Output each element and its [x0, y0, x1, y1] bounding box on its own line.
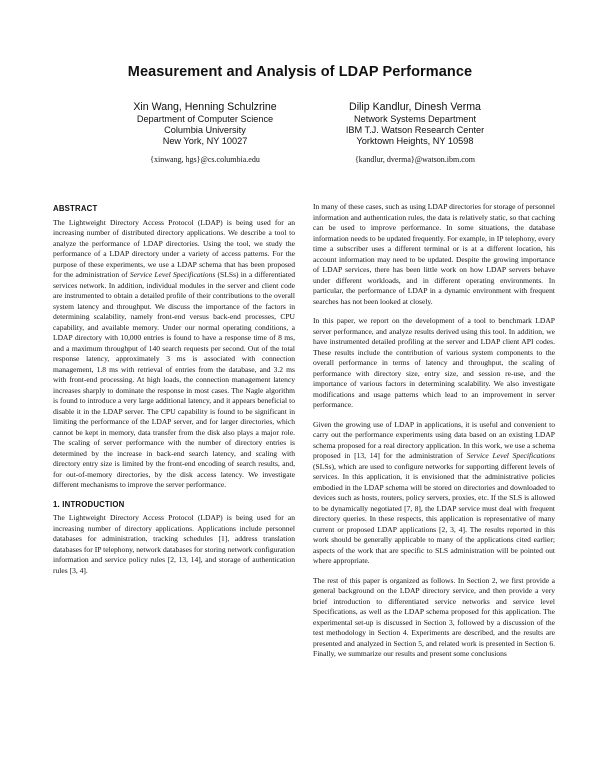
body-paragraph: In this paper, we report on the development of a tool to benchmark LDAP server performance, and analyze results derived using this tool. In addition, we have instrumented detailed profiling at the server and LDAP client API codes. These results include the contribution of various system components to the overall performance in terms of latency and throughput, the scaling of performance with directory size, entry size, and session re-use, and the importance of various factors in determining scalability. We also investigate modifications and usage patterns which lead to an improvement in server performance. [313, 316, 555, 409]
author-location: Yorktown Heights, NY 10598 [356, 136, 474, 146]
body-paragraph: The rest of this paper is organized as follows. In Section 2, we first provide a general background on the LDAP directory service, and then provide a very brief introduction to differentiated service networks and service level Specifications, as well as the LDAP schema proposed for this application. The experimental set-up is discussed in Section 3, followed by a discussion of the test methodology in Section 4. Experiments are described, and the results are presented and analyzed in Section 5, and related work is presented in Section 6. Finally, we summarize our results and present some conclusions [313, 575, 555, 658]
author-email: {xinwang, hgs}@cs.columbia.edu [150, 155, 260, 164]
author-organization: Columbia University [164, 125, 246, 135]
introduction-paragraph: The Lightweight Directory Access Protocol (LDAP) is being used for an increasing number of directory applications. Applications include personnel databases for administration, tracking schedules [1], address translation databases for IP telephony, network databases for storing network configuration information and service policy rules [2, 13, 14], and storage of authentication rules [3, 4]. [53, 513, 295, 575]
author-organization: IBM T.J. Watson Research Center [345, 125, 485, 135]
abstract-text-part: (SLSs) in a differentiated services network. In addition, individual modules in the server and client code are instrumented to obtain a detailed profile of their contributions to the overall system latency and throughput. We discuss the importance of the factors in determining scalability, namely front-end versus back-end processes, CPU capability, and available memory. Under our normal operating conditions, a LDAP directory with 10,000 entries is found to have a response time of 8 ms, and a maximum throughput of 140 search requests per second. Out of the total response latency, approximately 3 ms is associated with connection management, 1.8 ms with retrieval of entries from the database, and 3.2 ms with front-end processing. At high loads, the connection management latency increases sharply to dominate the response in most cases. The Nagle algorithm is found to introduce a very large additional latency, and it appears beneficial to disable it in the LDAP server. The CPU capability is found to be significant in limiting the performance of the LDAP server, and for larger directories, which cannot be kept in memory, data transfer from the disk also plays a major role. The scaling of server performance with the number of directory entries is determined by the increase in back-end search latency, and scaling with directory entry size is limited by the front-end encoding of search results, and, for out-of-memory directories, by the disk access latency. We investigate different mechanisms to improve the server performance. [53, 270, 295, 489]
author-location: New York, NY 10027 [162, 136, 248, 146]
paper-title: Measurement and Analysis of LDAP Performance [127, 64, 473, 80]
abstract-heading: ABSTRACT [53, 204, 98, 213]
introduction-heading: 1. INTRODUCTION [53, 499, 125, 509]
body-italic-term: Service Level Specifications [466, 451, 555, 460]
author-department: Department of Computer Science [136, 114, 274, 124]
author-block-columbia [90, 101, 320, 165]
right-column [313, 202, 555, 669]
author-department: Network Systems Department [353, 114, 477, 124]
author-names: Dilip Kandlur, Dinesh Verma [349, 101, 481, 113]
body-text-part: Given the growing use of LDAP in applications, it is useful and convenient to carry out the performance experiments using data based on an existing LDAP schema proposed for a real directory application. In this work, we use a schema proposed in [13, 14] for the administration of [313, 419, 555, 460]
abstract-text-part: The Lightweight Directory Access Protocol (LDAP) is being used for an increasing number of distributed directory applications. We describe a tool to analyze the performance of LDAP directories. Using the tool, we study the performance of a LDAP directory under a variety of access patterns. For the purpose of these experiments, we use a LDAP schema that has been proposed for the administration of [53, 217, 295, 279]
author-block-ibm [300, 101, 530, 165]
body-paragraph: In many of these cases, such as using LDAP directories for storage of personnel information and authentication rules, the data is relatively static, so that caching can be used to improve performance. In some situations, the database information needs to be updated frequently. For example, in IP telephony, every time a subscriber uses a different terminal or is at a different location, his account information may need to be updated. Despite the growing importance of LDAP services, there has been little work on how LDAP servers behave under different workloads, and in different operating environments. In particular, the performance of LDAP in a dynamic environment with frequent searches has not been looked at closely. [313, 202, 555, 306]
author-names: Xin Wang, Henning Schulzrine [133, 101, 277, 113]
body-paragraph [313, 420, 555, 567]
author-email: {kandlur, dverma}@watson.ibm.com [354, 155, 476, 164]
left-column [53, 202, 295, 585]
abstract-italic-term: Service Level Specifications [129, 270, 216, 279]
abstract-paragraph [53, 218, 295, 491]
body-text-part: (SLSs), which are used to configure networks for supporting different levels of services. In this application, it is envisioned that the administrative policies embodied in the LDAP schema will be stored on directories and downloaded to devices such as hosts, routers, policy servers, proxies, etc. If the SLS is allowed to be dynamically negotiated [7, 8], the LDAP service must deal with frequent directory queries. In these respects, this application is representative of many current or proposed LDAP applications [2, 3, 4]. The results reported in this work should be generally applicable to many of the applications cited earlier; aspects of the work that are specific to SLS administration will be pointed out where appropriate. [313, 461, 555, 565]
